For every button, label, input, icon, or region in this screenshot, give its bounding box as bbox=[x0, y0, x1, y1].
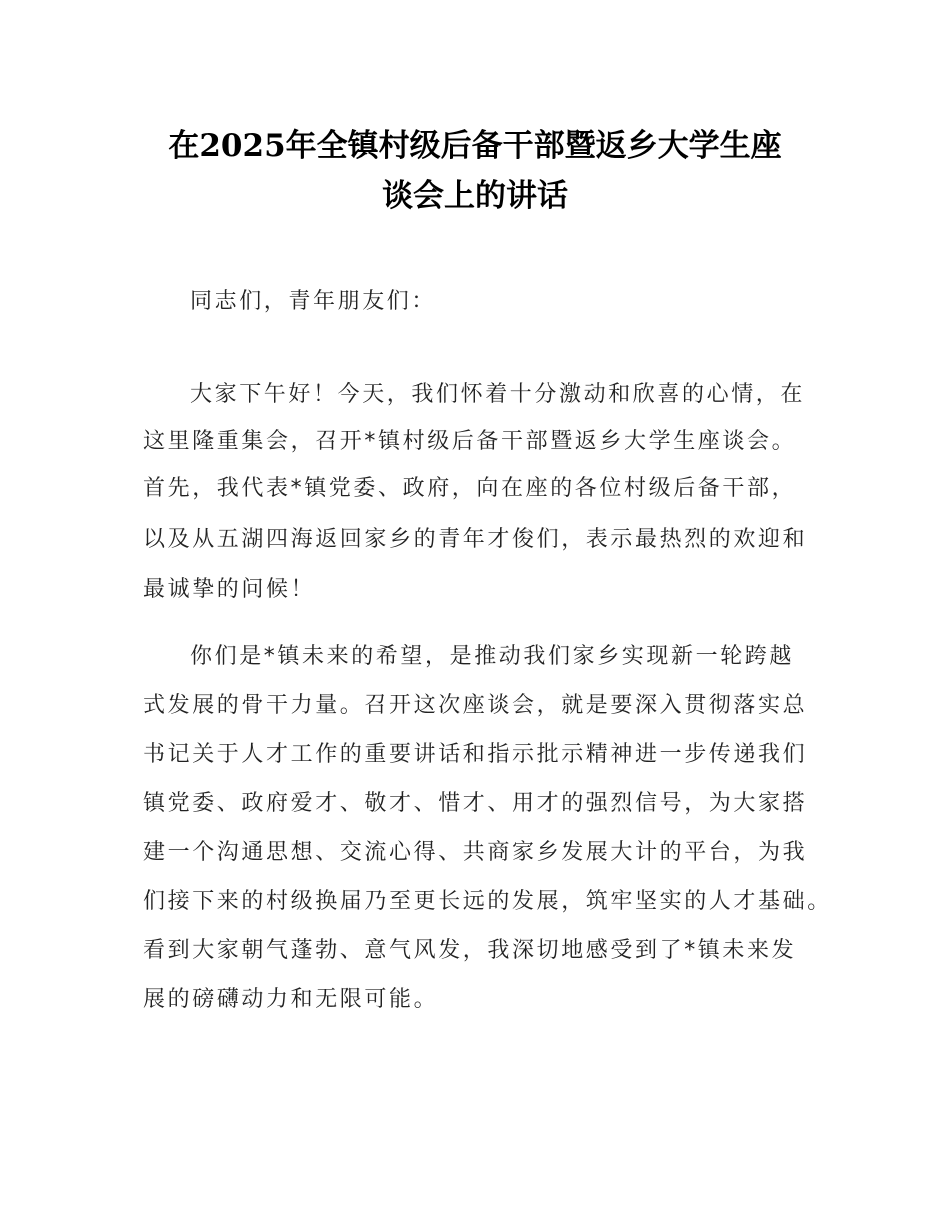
salutation: 同志们，青年朋友们： bbox=[190, 289, 437, 314]
paragraph-line: 以及从五湖四海返回家乡的青年才俊们，表示最热烈的欢迎和 bbox=[143, 527, 808, 552]
paragraph-line: 首先，我代表*镇党委、政府，向在座的各位村级后备干部， bbox=[143, 476, 797, 501]
paragraph-line: 展的磅礴动力和无限可能。 bbox=[143, 987, 439, 1012]
paragraph-line: 看到大家朝气蓬勃、意气风发，我深切地感受到了*镇未来发 bbox=[143, 938, 797, 963]
paragraph-line: 式发展的骨干力量。召开这次座谈会，就是要深入贯彻落实总 bbox=[143, 693, 808, 718]
document-title-line-1: 在2025年全镇村级后备干部暨返乡大学生座 bbox=[168, 128, 782, 164]
paragraph-line: 们接下来的村级换届乃至更长远的发展，筑牢坚实的人才基础。 bbox=[143, 889, 832, 914]
document-title-line-2: 谈会上的讲话 bbox=[382, 178, 568, 214]
paragraph-line: 书记关于人才工作的重要讲话和指示批示精神进一步传递我们 bbox=[143, 742, 808, 767]
paragraph-line: 大家下午好！今天，我们怀着十分激动和欣喜的心情，在 bbox=[190, 382, 806, 407]
paragraph-line: 最诚挚的问候！ bbox=[143, 577, 316, 602]
paragraph-line: 建一个沟通思想、交流心得、共商家乡发展大计的平台，为我 bbox=[143, 840, 808, 865]
paragraph-line: 这里隆重集会，召开*镇村级后备干部暨返乡大学生座谈会。 bbox=[143, 429, 797, 454]
paragraph-line: 你们是*镇未来的希望，是推动我们家乡实现新一轮跨越 bbox=[190, 644, 795, 669]
paragraph-line: 镇党委、政府爱才、敬才、惜才、用才的强烈信号，为大家搭 bbox=[143, 791, 808, 816]
